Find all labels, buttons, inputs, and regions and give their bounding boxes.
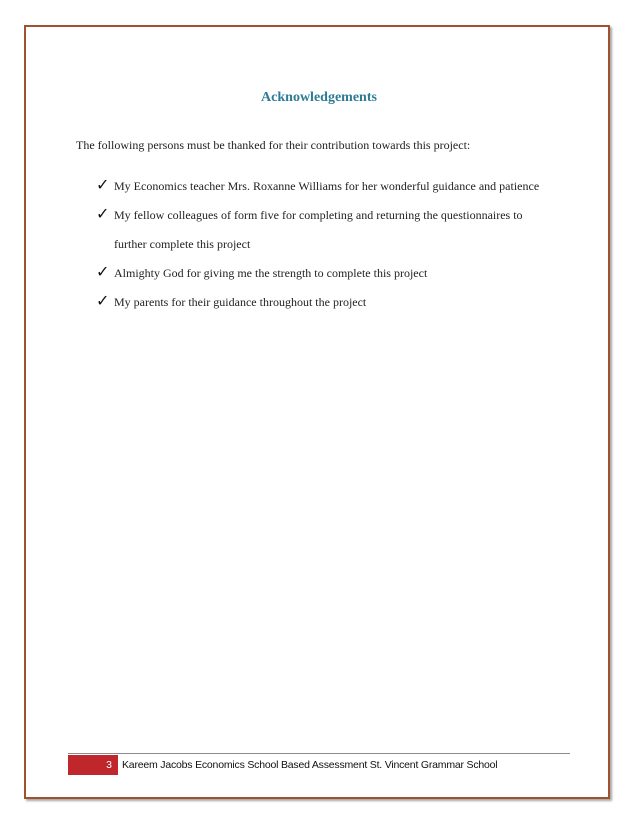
list-item <box>96 201 539 259</box>
check-mark-icon: ✓ <box>96 175 110 194</box>
page-number: 3 <box>68 755 118 775</box>
footer-text: Kareem Jacobs Economics School Based Assessment St. Vincent Grammar School <box>122 759 498 771</box>
acknowledgement-list <box>96 172 539 317</box>
list-item <box>96 172 539 201</box>
page-heading: Acknowledgements <box>261 90 377 105</box>
check-mark-icon: ✓ <box>96 291 110 310</box>
list-item-text: My parents for their guidance throughout the project <box>114 295 367 309</box>
list-item <box>96 259 539 288</box>
list-item-text: My Economics teacher Mrs. Roxanne Williams for her wonderful guidance and patience <box>114 179 540 193</box>
list-item-text-continued: further complete this project <box>114 237 251 251</box>
page-footer <box>68 755 570 775</box>
check-mark-icon: ✓ <box>96 204 110 223</box>
check-mark-icon: ✓ <box>96 262 110 281</box>
footer-divider <box>68 753 570 754</box>
list-item-text: Almighty God for giving me the strength to complete this project <box>114 266 428 280</box>
list-item <box>96 288 539 317</box>
intro-paragraph: The following persons must be thanked for their contribution towards this project: <box>76 138 471 152</box>
list-item-text: My fellow colleagues of form five for completing and returning the questionnaires to <box>114 208 523 222</box>
